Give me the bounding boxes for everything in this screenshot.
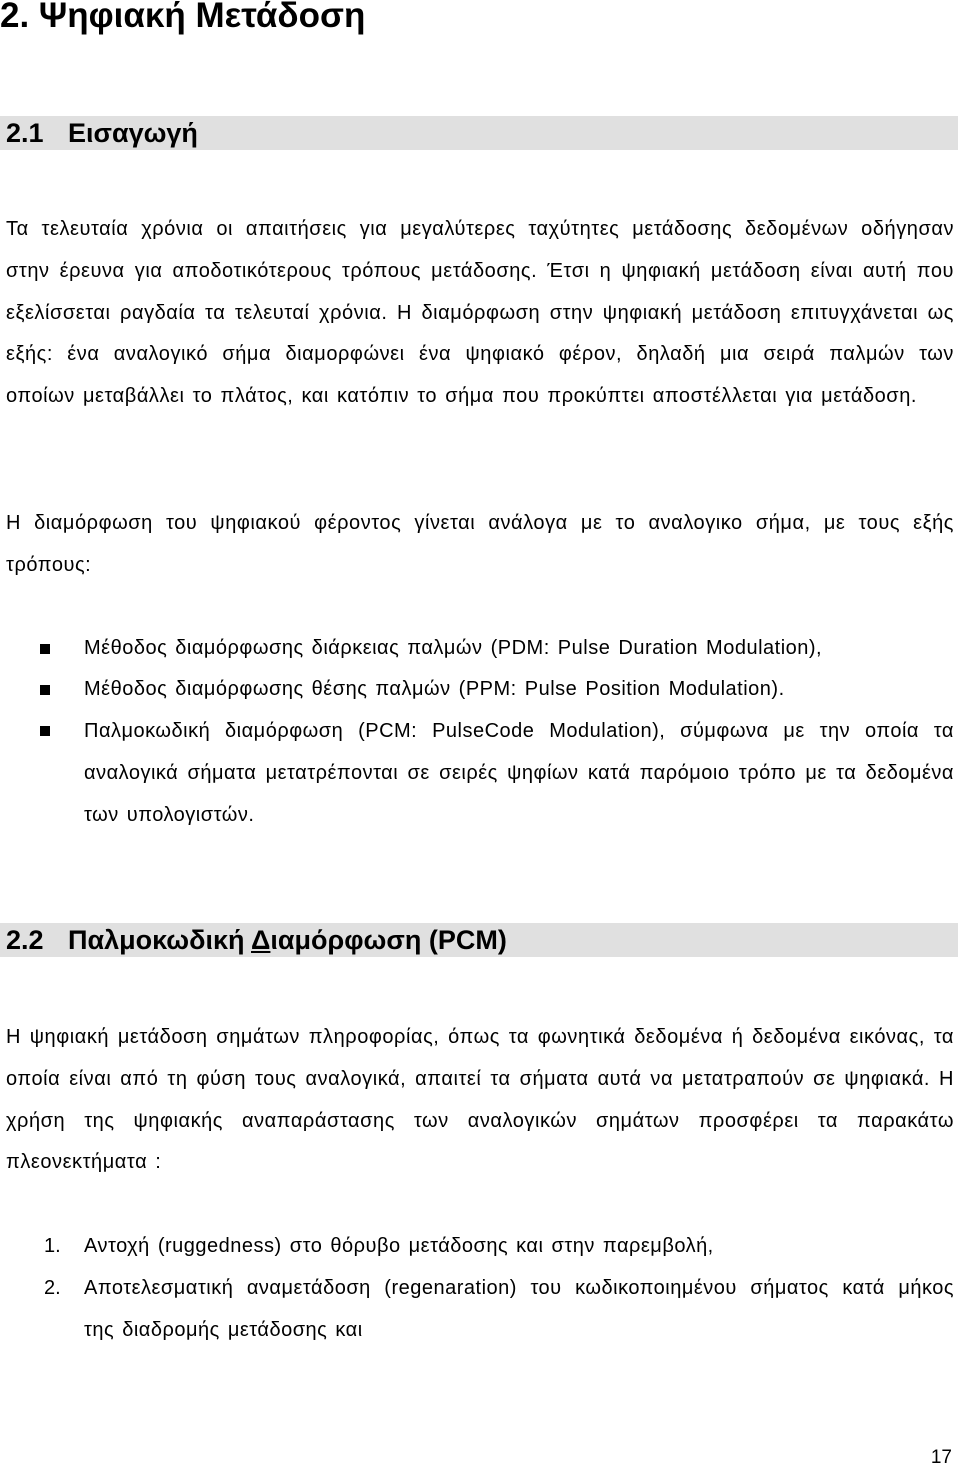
- bullet-marker: [40, 726, 50, 736]
- chapter-heading: 2. Ψηφιακή Μετάδοση: [0, 0, 366, 35]
- section-title: Παλμοκωδική Διαμόρφωση (PCM): [68, 925, 507, 955]
- bullet-marker: [40, 644, 50, 654]
- section-number: 2.1: [6, 118, 44, 148]
- numbered-item-regeneration: Αποτελεσματική αναμετάδοση (regenaration) του κωδικοποιημένου σήματος κατά μήκος της διαδρομής μετάδοσης και: [84, 1277, 954, 1341]
- section-title: Εισαγωγή: [68, 118, 198, 148]
- bullet-marker: [40, 685, 50, 695]
- numbered-item-label: 2.: [44, 1277, 61, 1299]
- intro-paragraph-2: Η διαμόρφωση του ψηφιακού φέροντος γίνεται ανάλογα με το αναλογικο σήμα, με τους εξής τρόπους:: [6, 512, 954, 576]
- numbered-item-label: 1.: [44, 1235, 61, 1257]
- bullet-item-ppm: Μέθοδος διαμόρφωσης θέσης παλμών (PPM: Pulse Position Modulation).: [84, 678, 785, 700]
- pcm-paragraph: Η ψηφιακή μετάδοση σημάτων πληροφορίας, όπως τα φωνητικά δεδομένα ή δεδομένα εικόνας, τα οποία είναι από τη φύση τους αναλογικά, απαιτεί τα σήματα αυτά να μετατραπούν σε ψηφιακά. Η χρήση της ψηφιακής αναπαράστασης των αναλογικών σημάτων προσφέρει τα παρακάτω πλεονεκτήματα :: [6, 1026, 954, 1174]
- section-heading-2-2: [0, 923, 958, 957]
- intro-paragraph-1: Τα τελευταία χρόνια οι απαιτήσεις για μεγαλύτερες ταχύτητες μετάδοσης δεδομένων οδήγησαν στην έρευνα για αποδοτικότερους τρόπους μετάδοσης. Έτσι η ψηφιακή μετάδοση είναι αυτή που εξελίσσεται ραγδαία τα τελευταί χρόνια. Η διαμόρφωση στην ψηφιακή μετάδοση επιτυγχάνεται ως εξής: ένα αναλογικό σήμα διαμορφώνει ένα ψηφιακό φέρον, δηλαδή μια σειρά παλμών των οποίων μεταβάλλει το πλάτος, και κατόπιν το σήμα που προκύπτει αποστέλλεται για μετάδοση.: [6, 218, 954, 408]
- bullet-item-pdm: Μέθοδος διαμόρφωσης διάρκειας παλμών (PDM: Pulse Duration Modulation),: [84, 637, 823, 659]
- page-number: 17: [930, 1447, 952, 1468]
- section-number: 2.2: [6, 925, 44, 955]
- bullet-item-pcm: Παλμοκωδική διαμόρφωση (PCM: PulseCode Modulation), σύμφωνα με την οποία τα αναλογικά σήματα μετατρέπονται σε σειρές ψηφίων κατά παρόμοιο τρόπο με τα δεδομένα των υπολογιστών.: [84, 720, 954, 826]
- section-heading-2-1: [0, 116, 958, 150]
- numbered-item-ruggedness: Αντοχή (ruggedness) στο θόρυβο μετάδοσης και στην παρεμβολή,: [84, 1235, 714, 1257]
